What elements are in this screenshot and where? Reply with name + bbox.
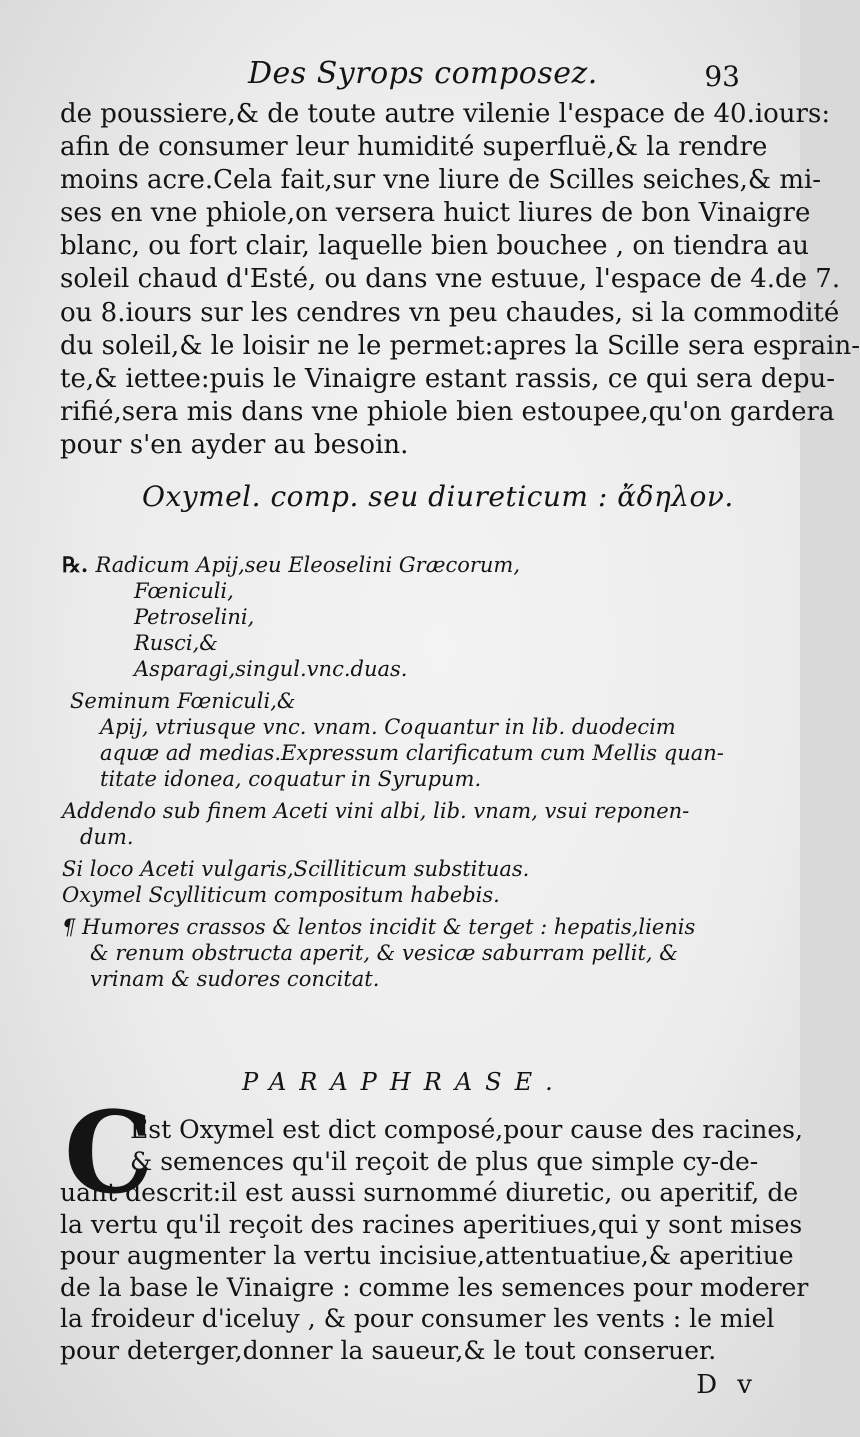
- signature-mark: D v: [696, 1370, 758, 1400]
- body-line: ou 8.iours sur les cendres vn peu chaudes, si la commodité: [60, 297, 840, 328]
- paraphrase-line: la vertu qu'il reçoit des racines aperitiues,qui y sont mises: [60, 1209, 803, 1239]
- recipe-text: Radicum Apij,seu Eleoselini Græcorum,: [95, 553, 520, 577]
- recipe-text: Fœniculi,: [134, 579, 234, 603]
- body-line: afin de consumer leur humidité superfluë,& la rendre: [60, 132, 768, 163]
- drop-cap: C: [64, 1088, 154, 1219]
- recipe-line: [62, 824, 752, 850]
- recipe-line: [62, 914, 752, 940]
- body-line: moins acre.Cela fait,sur vne liure de Scilles seiches,& mi-: [60, 165, 822, 196]
- section-title: Oxymel. comp. seu diureticum : ἄδηλον.: [142, 480, 734, 513]
- recipe-line: [62, 552, 752, 578]
- recipe-block: [62, 552, 752, 992]
- recipe-text: Apij, vtriusque vnc. vnam. Coquantur in lib. duodecim: [100, 715, 676, 739]
- paraphrase-line: pour augmenter la vertu incisiue,attentuatiue,& aperitiue: [60, 1241, 794, 1270]
- body-line: du soleil,& le loisir ne le permet:apres la Scille sera esprain-: [60, 330, 860, 361]
- page-number: 93: [704, 60, 740, 93]
- running-title: Des Syrops composez.: [248, 56, 598, 91]
- recipe-line: [62, 630, 752, 656]
- recipe-text: Asparagi,singul.vnc.duas.: [134, 657, 408, 681]
- paraphrase-heading: PARAPHRASE.: [242, 1068, 566, 1096]
- recipe-text: Si loco Aceti vulgaris,Scilliticum substituas.: [62, 857, 530, 881]
- recipe-text: Petroselini,: [134, 605, 255, 629]
- paraphrase-line: & semences qu'il reçoit de plus que simple cy-de-: [130, 1146, 759, 1176]
- recipe-line: [62, 856, 752, 882]
- recipe-text: aquæ ad medias.Expressum clarificatum cum Mellis quan-: [100, 741, 724, 765]
- recipe-line: [62, 766, 752, 792]
- recipe-text: Addendo sub finem Aceti vini albi, lib. vnam, vsui reponen-: [62, 799, 690, 823]
- body-line: soleil chaud d'Esté, ou dans vne estuue, l'espace de 4.de 7.: [60, 264, 841, 295]
- recipe-line: [62, 688, 752, 714]
- page-header: [0, 56, 800, 96]
- recipe-line: [62, 604, 752, 630]
- recipe-text: ¶ Humores crassos & lentos incidit & terget : hepatis,lienis: [62, 915, 696, 939]
- body-line: te,& iettee:puis le Vinaigre estant rassis, ce qui sera depu-: [60, 363, 836, 394]
- recipe-text: titate idonea, coquatur in Syrupum.: [100, 767, 482, 791]
- body-line: de poussiere,& de toute autre vilenie l'espace de 40.iours:: [60, 99, 831, 129]
- body-line: pour s'en ayder au besoin.: [60, 429, 409, 460]
- recipe-text: Oxymel Scylliticum compositum habebis.: [62, 883, 500, 907]
- paraphrase-line: de la base le Vinaigre : comme les semences pour moderer: [60, 1272, 809, 1302]
- recipe-text: Seminum Fœniculi,&: [70, 689, 296, 713]
- recipe-line: [62, 966, 752, 992]
- recipe-text: & renum obstructa aperit, & vesicæ saburram pellit, &: [90, 941, 678, 965]
- body-line: ses en vne phiole,on versera huict liures de bon Vinaigre: [60, 198, 811, 229]
- recipe-line: [62, 940, 752, 966]
- recipe-text: dum.: [80, 825, 134, 849]
- recipe-text: vrinam & sudores concitat.: [90, 967, 380, 991]
- body-line: blanc, ou fort clair, laquelle bien bouchee , on tiendra au: [60, 231, 809, 262]
- paraphrase-line: pour deterger,donner la saueur,& le tout conseruer.: [60, 1335, 717, 1365]
- paraphrase-paragraph: [60, 1114, 809, 1366]
- paraphrase-line: la froideur d'iceluy , & pour consumer les vents : le miel: [60, 1304, 775, 1333]
- body-paragraph: [60, 98, 860, 462]
- recipe-line: [62, 798, 752, 824]
- recipe-line: [62, 882, 752, 908]
- recipe-line: [62, 714, 752, 740]
- recipe-line: [62, 656, 752, 682]
- paraphrase-line: uant descrit:il est aussi surnommé diuretic, ou aperitif, de: [60, 1178, 799, 1207]
- recipe-symbol: ℞.: [62, 552, 96, 577]
- body-line: rifié,sera mis dans vne phiole bien estoupee,qu'on gardera: [60, 396, 835, 427]
- recipe-text: Rusci,&: [134, 631, 218, 655]
- paraphrase-line: Est Oxymel est dict composé,pour cause des racines,: [130, 1115, 803, 1144]
- recipe-line: [62, 740, 752, 766]
- recipe-line: [62, 578, 752, 604]
